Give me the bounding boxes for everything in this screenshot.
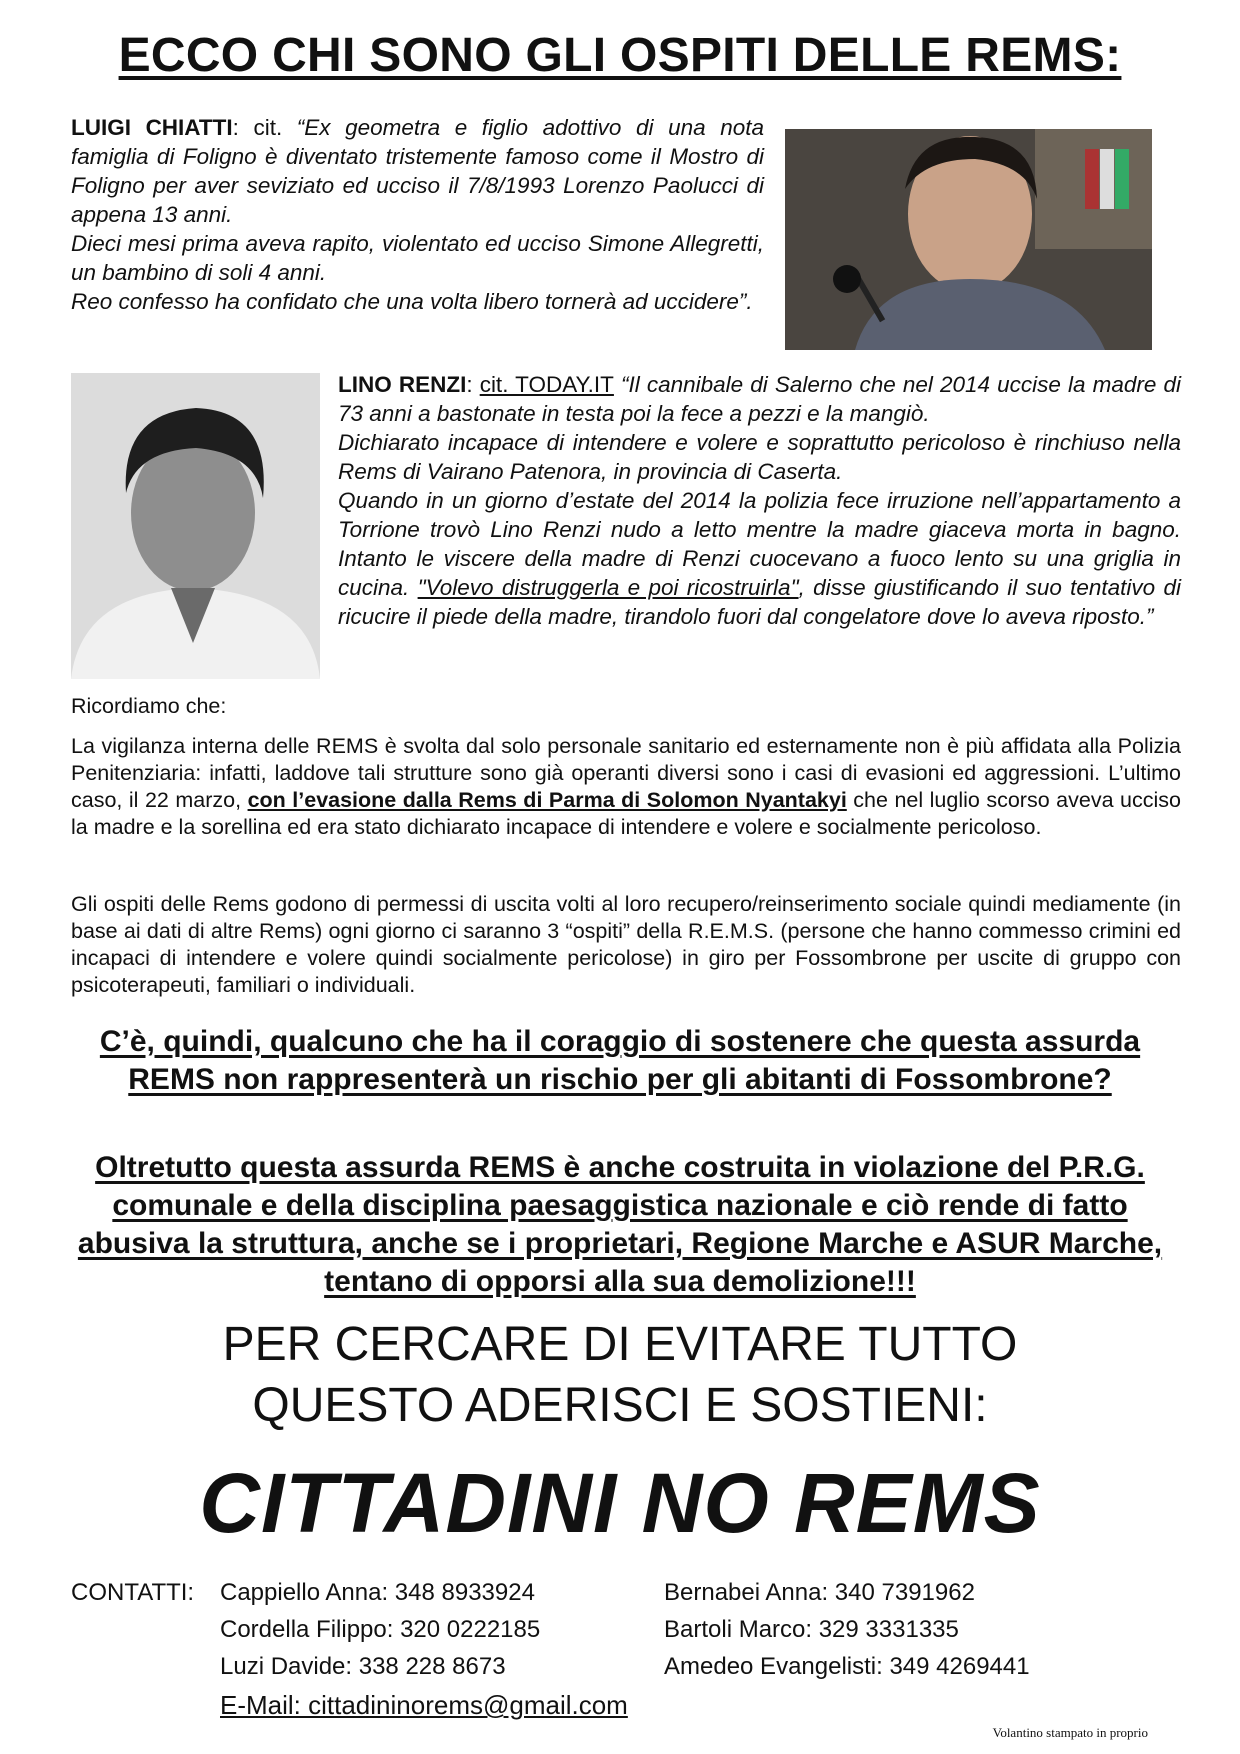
contacts-label: CONTATTI:	[71, 1579, 195, 1606]
chiatti-cite: : cit.	[232, 115, 297, 140]
contact-left-2: Cordella Filippo: 320 0222185	[220, 1616, 541, 1643]
chiatti-quote: “Ex geometra e figlio adottivo di una nota famiglia di Foligno è diventato tristemente famoso come il Mostro di Foligno per aver seviziato ed ucciso il 7/8/1993 Lorenzo Paolucci di appena 13 anni.	[71, 115, 764, 227]
cta-line1: PER CERCARE DI EVITARE TUTTO	[222, 1318, 1018, 1371]
renzi-line4: , disse giustificando il suo tentativo di ricucire il piede della madre, tirandolo fuori dal congelatore dove lo aveva riposto.”	[338, 575, 1181, 629]
renzi-quote-link[interactable]: "Volevo distruggerla e poi ricostruirla"	[417, 575, 799, 600]
paragraph-vigilanza	[71, 733, 1181, 841]
paragraph-vigilanza-text2: che nel luglio scorso aveva ucciso la madre e la sorellina ed era stato dichiarato incapace di intendere e volere e socialmente pericoloso.	[71, 788, 1181, 839]
recall-label: Ricordiamo che:	[71, 694, 227, 718]
contact-right-3: Amedeo Evangelisti: 349 4269441	[664, 1653, 1030, 1680]
chiatti-name: LUIGI CHIATTI	[71, 115, 233, 140]
page-title: ECCO CHI SONO GLI OSPITI DELLE REMS:	[118, 29, 1122, 82]
statement-heading: Oltretutto questa assurda REMS è anche costruita in violazione del P.R.G. comunale e della disciplina paesaggistica nazionale e ciò rende di fatto abusiva la struttura, anche se i proprietari, Regione Marche e ASUR Marche, tentano di opporsi alla sua demolizione!!!	[77, 1151, 1163, 1298]
contact-right-1: Bernabei Anna: 340 7391962	[664, 1579, 975, 1606]
slogan: CITTADINI NO REMS	[199, 1456, 1041, 1550]
renzi-cite-link[interactable]: cit. TODAY.IT	[479, 372, 614, 397]
renzi-colon: :	[466, 372, 480, 397]
paragraph-vigilanza-highlight: con l’evasione dalla Rems di Parma di Solomon Nyantakyi	[247, 788, 847, 812]
email-link[interactable]: E-Mail: cittadininorems@gmail.com	[220, 1690, 628, 1720]
paragraph-vigilanza-text: La vigilanza interna delle REMS è svolta dal solo personale sanitario ed esternamente non è più affidata alla Polizia Penitenziaria: infatti, laddove tali strutture sono già operanti diversi sono i casi di evasioni ed aggressioni. L’ultimo caso, il 22 marzo,	[71, 734, 1181, 812]
renzi-line3: Quando in un giorno d’estate del 2014 la polizia fece irruzione nell’appartamento a Torrione trovò Lino Renzi nudo a letto mentre la madre giaceva morta in bagno. Intanto le viscere della madre di Renzi cuocevano a fuoco lento su una griglia in cucina.	[338, 488, 1181, 600]
contact-left-3: Luzi Davide: 338 228 8673	[220, 1653, 506, 1680]
renzi-line2: Dichiarato incapace di intendere e volere e soprattutto pericoloso è rinchiuso nella Rems di Vairano Patenora, in provincia di Caserta.	[338, 430, 1181, 484]
chiatti-photo	[785, 129, 1152, 350]
contact-right-2: Bartoli Marco: 329 3331335	[664, 1616, 959, 1643]
paragraph-permessi: Gli ospiti delle Rems godono di permessi di uscita volti al loro recupero/reinserimento sociale quindi mediamente (in base ai dati di altre Rems) ogni giorno ci saranno 3 “ospiti” della R.E.M.S. (persone che hanno commesso crimini ed incapaci di intendere e volere quindi socialmente pericolose) in giro per Fossombrone per uscite di gruppo con psicoterapeuti, familiari o individuali.	[71, 892, 1181, 997]
chiatti-line3: Reo confesso ha confidato che una volta libero tornerà ad uccidere”.	[71, 289, 753, 314]
cta-line2: QUESTO ADERISCI E SOSTIENI:	[252, 1379, 988, 1432]
chiatti-section	[71, 113, 764, 316]
footer-note: Volantino stampato in proprio	[992, 1725, 1148, 1740]
renzi-photo	[71, 373, 320, 679]
renzi-name: LINO RENZI	[338, 372, 467, 397]
renzi-section	[338, 370, 1181, 631]
question-heading: C’è, quindi, qualcuno che ha il coraggio di sostenere che questa assurda REMS non rappresenterà un rischio per gli abitanti di Fossombrone?	[99, 1025, 1141, 1096]
contact-left-1: Cappiello Anna: 348 8933924	[220, 1579, 535, 1606]
renzi-quote: “Il cannibale di Salerno che nel 2014 uccise la madre di 73 anni a bastonate in testa poi la fece a pezzi e la mangiò.	[338, 372, 1181, 426]
chiatti-line2: Dieci mesi prima aveva rapito, violentato ed ucciso Simone Allegretti, un bambino di soli 4 anni.	[71, 231, 764, 285]
